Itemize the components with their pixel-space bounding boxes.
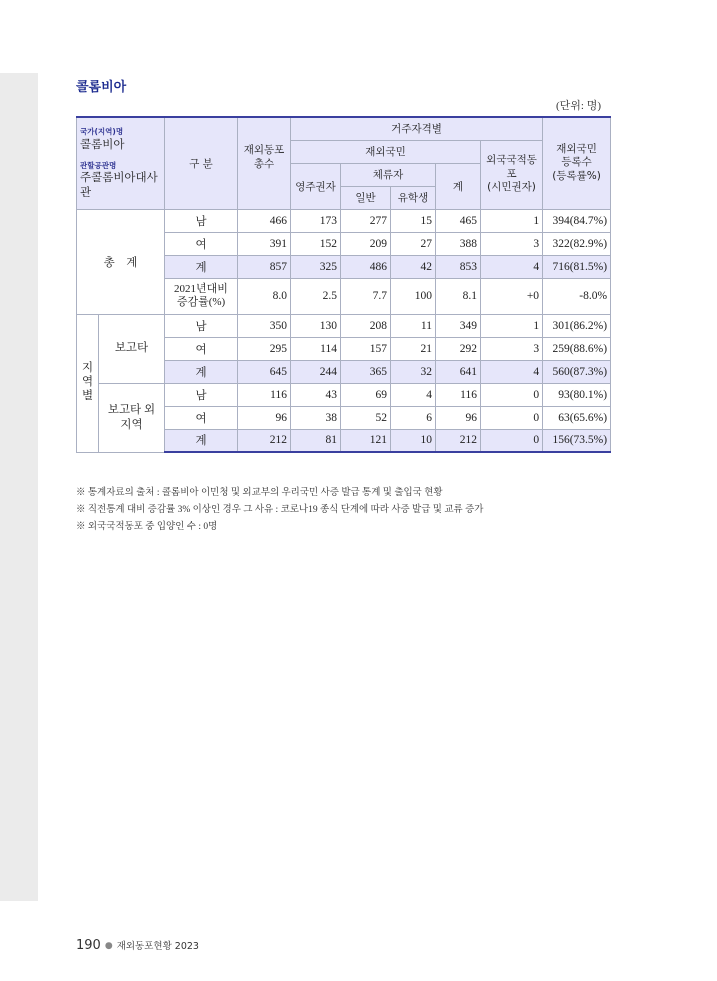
registered-cell: 716(81.5%) xyxy=(543,255,611,278)
footnote: ※ 외국국적동포 중 입양인 수 : 0명 xyxy=(76,522,218,532)
foreign-cell: 0 xyxy=(481,406,543,429)
rate-label-cell: 2021년대비 증감률(%) xyxy=(165,278,238,314)
general-cell: 209 xyxy=(341,232,391,255)
subtotal-cell: 8.1 xyxy=(436,278,481,314)
country-label: 국가(지역)명 xyxy=(80,127,124,137)
footnote: ※ 직전통계 대비 증감률 3% 이상인 경우 그 사유 : 코로나19 종식 단계에 따라 사증 발급 및 교류 증가 xyxy=(76,505,484,515)
student-cell: 6 xyxy=(391,406,436,429)
sex-cell: 여 xyxy=(165,406,238,429)
sex-cell: 여 xyxy=(165,232,238,255)
sex-cell: 남 xyxy=(165,314,238,337)
registered-cell: 63(65.6%) xyxy=(543,406,611,429)
unit-label: (단위: 명) xyxy=(556,100,602,112)
subtotal-cell: 388 xyxy=(436,232,481,255)
page-title: 콜롬비아 xyxy=(76,80,127,95)
office-label: 관할공관명 xyxy=(80,161,117,171)
country-value: 콜롬비아 xyxy=(80,136,125,151)
total-overseas-header: 재외동포 총수 xyxy=(238,117,291,209)
permanent-cell: 38 xyxy=(291,406,341,429)
general-cell: 52 xyxy=(341,406,391,429)
region-name: 보고타 외 지역 xyxy=(99,383,165,452)
office-value: 주콜롬비아대사관 xyxy=(80,170,158,199)
registered-cell: 394(84.7%) xyxy=(543,209,611,232)
sex-cell: 여 xyxy=(165,337,238,360)
residence-group-header: 거주자격별 xyxy=(291,117,543,140)
sex-cell: 계 xyxy=(165,255,238,278)
table-row xyxy=(77,314,611,337)
general-cell: 365 xyxy=(341,360,391,383)
subtotal-header: 계 xyxy=(436,163,481,209)
student-cell: 15 xyxy=(391,209,436,232)
permanent-cell: 2.5 xyxy=(291,278,341,314)
foreign-cell: +0 xyxy=(481,278,543,314)
general-cell: 157 xyxy=(341,337,391,360)
subtotal-cell: 292 xyxy=(436,337,481,360)
registered-cell: 560(87.3%) xyxy=(543,360,611,383)
total-cell: 116 xyxy=(238,383,291,406)
subtotal-cell: 96 xyxy=(436,406,481,429)
foreign-cell: 0 xyxy=(481,429,543,452)
general-cell: 121 xyxy=(341,429,391,452)
registered-cell: 301(86.2%) xyxy=(543,314,611,337)
sex-cell: 남 xyxy=(165,383,238,406)
subtotal-cell: 212 xyxy=(436,429,481,452)
page-number: 190 xyxy=(76,938,101,953)
student-cell: 42 xyxy=(391,255,436,278)
permanent-cell: 114 xyxy=(291,337,341,360)
registered-header: 재외국민 등록수 (등록률%) xyxy=(543,117,611,209)
general-cell: 486 xyxy=(341,255,391,278)
total-cell: 8.0 xyxy=(238,278,291,314)
subtotal-cell: 465 xyxy=(436,209,481,232)
student-cell: 10 xyxy=(391,429,436,452)
subtotal-cell: 641 xyxy=(436,360,481,383)
sex-cell: 계 xyxy=(165,360,238,383)
total-cell: 645 xyxy=(238,360,291,383)
permanent-cell: 325 xyxy=(291,255,341,278)
student-cell: 100 xyxy=(391,278,436,314)
subtotal-cell: 349 xyxy=(436,314,481,337)
general-cell: 277 xyxy=(341,209,391,232)
foreign-cell: 1 xyxy=(481,314,543,337)
registered-cell: -8.0% xyxy=(543,278,611,314)
table-row xyxy=(77,383,611,406)
student-cell: 32 xyxy=(391,360,436,383)
footnotes xyxy=(76,485,483,536)
foreign-cell: 3 xyxy=(481,232,543,255)
permanent-cell: 244 xyxy=(291,360,341,383)
statistics-table xyxy=(76,116,611,453)
page-sidebar-band xyxy=(0,73,38,901)
footnote: ※ 통계자료의 출처 : 콜롬비아 이민청 및 외교부의 우리국민 사증 발급 통계 및 출입국 현황 xyxy=(76,488,443,498)
subtotal-cell: 116 xyxy=(436,383,481,406)
permanent-cell: 130 xyxy=(291,314,341,337)
category-header: 구 분 xyxy=(165,117,238,209)
foreign-cell: 0 xyxy=(481,383,543,406)
general-header: 일반 xyxy=(341,186,391,209)
foreign-cell: 4 xyxy=(481,255,543,278)
page-footer xyxy=(76,938,199,953)
foreign-cell: 1 xyxy=(481,209,543,232)
region-group-label: 지 역 별 xyxy=(77,314,99,452)
total-cell: 96 xyxy=(238,406,291,429)
student-header: 유학생 xyxy=(391,186,436,209)
permanent-cell: 43 xyxy=(291,383,341,406)
bullet-dot-icon: ● xyxy=(104,940,113,951)
foreign-nationals-header: 외국국적동포 (시민권자) xyxy=(481,140,543,209)
registered-cell: 156(73.5%) xyxy=(543,429,611,452)
general-cell: 69 xyxy=(341,383,391,406)
table-row xyxy=(77,209,611,232)
student-cell: 11 xyxy=(391,314,436,337)
general-cell: 7.7 xyxy=(341,278,391,314)
country-header-cell xyxy=(77,117,165,209)
foreign-cell: 4 xyxy=(481,360,543,383)
korean-nationals-header: 재외국민 xyxy=(291,140,481,163)
publication-title: 재외동포현황 2023 xyxy=(116,941,199,952)
registered-cell: 259(88.6%) xyxy=(543,337,611,360)
total-cell: 295 xyxy=(238,337,291,360)
foreign-cell: 3 xyxy=(481,337,543,360)
student-cell: 21 xyxy=(391,337,436,360)
sex-cell: 남 xyxy=(165,209,238,232)
total-cell: 466 xyxy=(238,209,291,232)
student-cell: 27 xyxy=(391,232,436,255)
sex-cell: 계 xyxy=(165,429,238,452)
total-cell: 350 xyxy=(238,314,291,337)
permanent-cell: 81 xyxy=(291,429,341,452)
region-name: 보고타 xyxy=(99,314,165,383)
total-cell: 391 xyxy=(238,232,291,255)
total-section-label: 총 계 xyxy=(77,209,165,314)
general-cell: 208 xyxy=(341,314,391,337)
permanent-cell: 173 xyxy=(291,209,341,232)
subtotal-cell: 853 xyxy=(436,255,481,278)
registered-cell: 322(82.9%) xyxy=(543,232,611,255)
permanent-header: 영주권자 xyxy=(291,163,341,209)
sojourner-header: 체류자 xyxy=(341,163,436,186)
registered-cell: 93(80.1%) xyxy=(543,383,611,406)
total-cell: 212 xyxy=(238,429,291,452)
student-cell: 4 xyxy=(391,383,436,406)
total-cell: 857 xyxy=(238,255,291,278)
permanent-cell: 152 xyxy=(291,232,341,255)
